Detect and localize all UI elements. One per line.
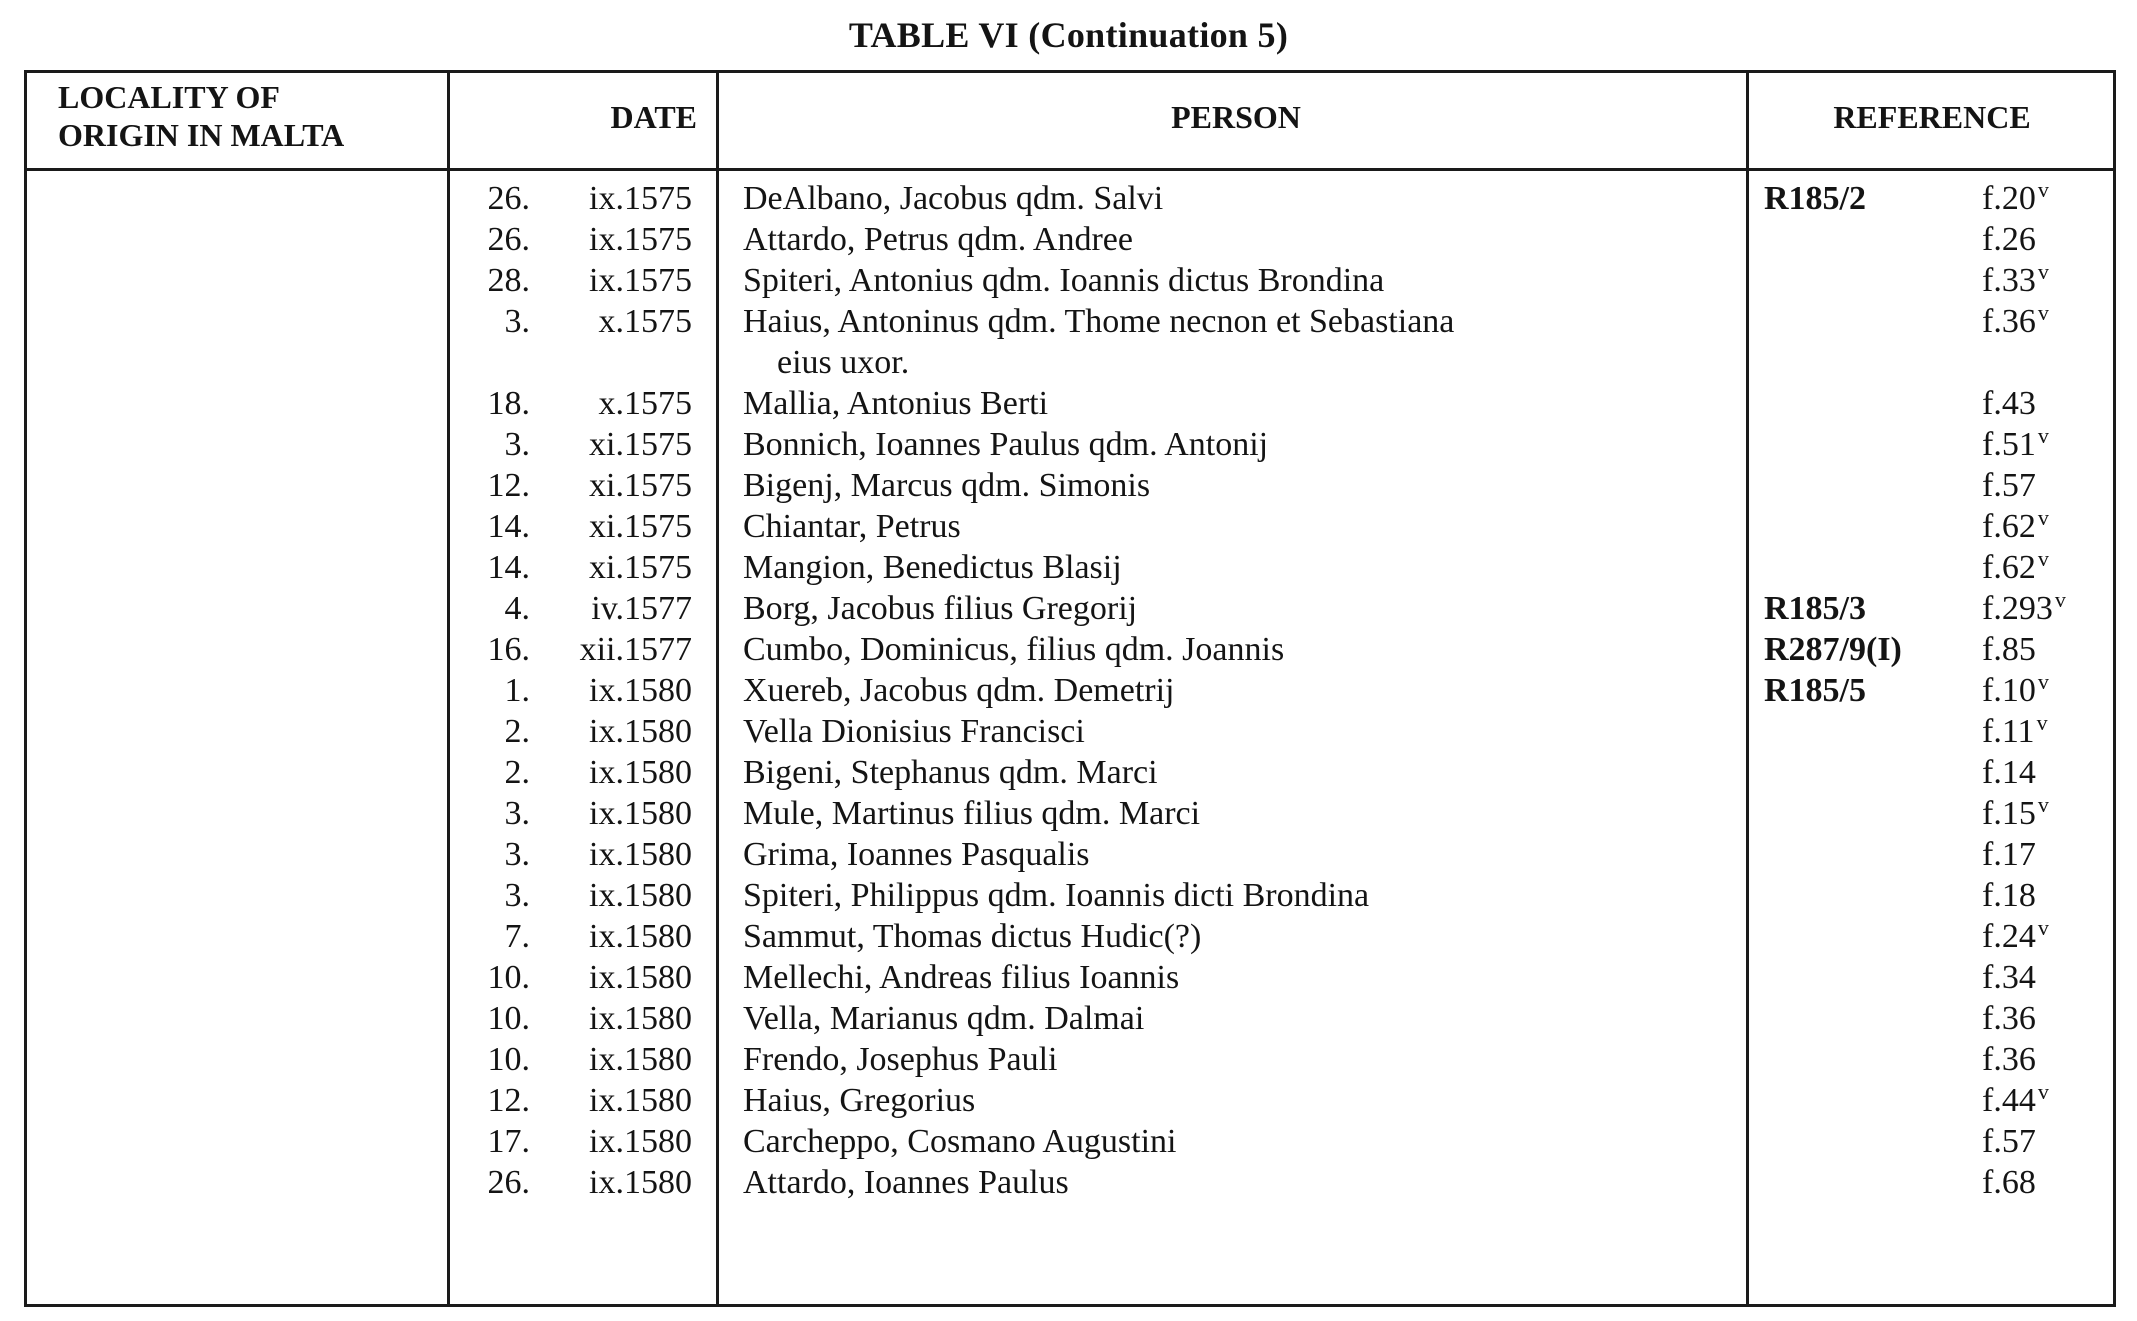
reference-folio-cell: [1982, 465, 2036, 506]
person-cell: [743, 793, 1743, 834]
verso-mark: v: [2037, 259, 2049, 284]
verso-mark: v: [2037, 300, 2049, 325]
reference-register: R185/3: [1764, 590, 1866, 627]
reference-folio-cell: [1982, 957, 2036, 998]
person-name: Bigenj, Marcus qdm. Simonis: [743, 467, 1151, 504]
table-row: [0, 957, 2137, 998]
reference-folio: f.11: [1982, 713, 2035, 750]
date-day: 26.: [487, 221, 530, 258]
date-day: 2.: [504, 713, 530, 750]
reference-folio: f.43: [1982, 385, 2036, 422]
person-name: Carcheppo, Cosmano Augustini: [743, 1123, 1177, 1160]
table-row: [0, 465, 2137, 506]
date-month-year: ix.1580: [589, 1123, 692, 1160]
person-name-continuation: eius uxor.: [777, 344, 910, 381]
table-row: [0, 1039, 2137, 1080]
date-day: 17.: [487, 1123, 530, 1160]
reference-folio: f.34: [1982, 959, 2036, 996]
person-name: Mangion, Benedictus Blasij: [743, 549, 1122, 586]
table-row: [0, 629, 2137, 670]
table-row: [0, 588, 2137, 629]
person-cell: [743, 957, 1743, 998]
reference-folio-cell: [1982, 506, 2049, 547]
date-day: 14.: [487, 508, 530, 545]
date-day: 10.: [487, 1041, 530, 1078]
reference-folio: f.51: [1982, 426, 2036, 463]
table-row: [0, 670, 2137, 711]
person-name: Borg, Jacobus filius Gregorij: [743, 590, 1138, 627]
date-month-year: x.1575: [598, 385, 692, 422]
person-cell: [743, 506, 1743, 547]
date-day: 18.: [487, 385, 530, 422]
reference-folio: f.85: [1982, 631, 2036, 668]
table-row: [0, 219, 2137, 260]
header-locality: [58, 78, 344, 154]
reference-folio-cell: [1982, 588, 2066, 629]
table-row: [0, 383, 2137, 424]
reference-register: R185/5: [1764, 672, 1866, 709]
reference-folio: f.15: [1982, 795, 2036, 832]
table-body: [0, 178, 2137, 1203]
person-cell: [743, 1080, 1743, 1121]
person-name: Attardo, Petrus qdm. Andree: [743, 221, 1133, 258]
person-cell: [743, 1121, 1743, 1162]
person-cell: [743, 547, 1743, 588]
verso-mark: v: [2036, 710, 2048, 735]
reference-folio-cell: [1982, 1162, 2036, 1203]
reference-folio-cell: [1982, 178, 2049, 219]
reference-folio-cell: [1982, 670, 2049, 711]
reference-folio-cell: [1982, 916, 2049, 957]
reference-folio-cell: [1982, 260, 2049, 301]
reference-folio: f.57: [1982, 1123, 2036, 1160]
person-cell: [743, 629, 1743, 670]
reference-folio: f.17: [1982, 836, 2036, 873]
person-cell: [743, 711, 1743, 752]
reference-folio: f.18: [1982, 877, 2036, 914]
reference-folio-cell: [1982, 834, 2036, 875]
date-month-year: ix.1580: [589, 672, 692, 709]
date-month-year: ix.1580: [589, 1041, 692, 1078]
person-name: Frendo, Josephus Pauli: [743, 1041, 1058, 1078]
reference-folio-cell: [1982, 547, 2049, 588]
date-day: 12.: [487, 467, 530, 504]
table-row: [0, 793, 2137, 834]
verso-mark: v: [2037, 505, 2049, 530]
verso-mark: v: [2037, 1079, 2049, 1104]
date-month-year: ix.1580: [589, 836, 692, 873]
person-cell: [743, 178, 1743, 219]
date-day: 28.: [487, 262, 530, 299]
date-day: 4.: [504, 590, 530, 627]
person-name: Sammut, Thomas dictus Hudic(?): [743, 918, 1202, 955]
table-row: [0, 1121, 2137, 1162]
date-day: 14.: [487, 549, 530, 586]
table-row: [0, 752, 2137, 793]
reference-folio-cell: [1982, 629, 2036, 670]
reference-register: R287/9(I): [1764, 631, 1902, 668]
person-name: Vella, Marianus qdm. Dalmai: [743, 1000, 1145, 1037]
table-row: [0, 301, 2137, 383]
reference-folio-cell: [1982, 1080, 2049, 1121]
reference-register: R185/2: [1764, 180, 1866, 217]
table-row: [0, 178, 2137, 219]
header-person: PERSON: [1171, 99, 1301, 135]
reference-folio-cell: [1982, 219, 2036, 260]
reference-folio-cell: [1982, 711, 2048, 752]
date-month-year: ix.1580: [589, 959, 692, 996]
person-name: DeAlbano, Jacobus qdm. Salvi: [743, 180, 1164, 217]
reference-folio-cell: [1982, 383, 2036, 424]
header-reference: REFERENCE: [1833, 99, 2031, 135]
date-day: 3.: [504, 426, 530, 463]
person-name: Spiteri, Antonius qdm. Ioannis dictus Brondina: [743, 262, 1385, 299]
date-month-year: ix.1580: [589, 1164, 692, 1201]
table-row: [0, 998, 2137, 1039]
table-row: [0, 834, 2137, 875]
person-name: Mellechi, Andreas filius Ioannis: [743, 959, 1180, 996]
date-month-year: ix.1575: [589, 180, 692, 217]
verso-mark: v: [2037, 423, 2049, 448]
table-row: [0, 875, 2137, 916]
reference-folio: f.36: [1982, 1000, 2036, 1037]
table-row: [0, 1080, 2137, 1121]
person-cell: [743, 875, 1743, 916]
verso-mark: v: [2037, 915, 2049, 940]
date-month-year: ix.1580: [589, 877, 692, 914]
date-day: 3.: [504, 303, 530, 340]
person-name: Cumbo, Dominicus, filius qdm. Joannis: [743, 631, 1285, 668]
date-day: 3.: [504, 836, 530, 873]
reference-folio: f.20: [1982, 180, 2036, 217]
date-day: 10.: [487, 1000, 530, 1037]
date-day: 26.: [487, 1164, 530, 1201]
date-month-year: ix.1580: [589, 754, 692, 791]
reference-folio-cell: [1982, 752, 2036, 793]
person-name: Grima, Ioannes Pasqualis: [743, 836, 1090, 873]
person-name: Bigeni, Stephanus qdm. Marci: [743, 754, 1158, 791]
person-name: Xuereb, Jacobus qdm. Demetrij: [743, 672, 1175, 709]
date-month-year: xi.1575: [589, 549, 692, 586]
date-month-year: ix.1575: [589, 221, 692, 258]
date-month-year: x.1575: [598, 303, 692, 340]
date-day: 10.: [487, 959, 530, 996]
person-name: Mallia, Antonius Berti: [743, 385, 1049, 422]
person-cell: [743, 998, 1743, 1039]
person-cell: [743, 752, 1743, 793]
date-day: 1.: [504, 672, 530, 709]
date-month-year: ix.1580: [589, 795, 692, 832]
table-row: [0, 1162, 2137, 1203]
table-row: [0, 506, 2137, 547]
reference-folio: f.24: [1982, 918, 2036, 955]
date-month-year: xii.1577: [579, 631, 692, 668]
verso-mark: v: [2054, 587, 2066, 612]
person-cell: [743, 301, 1743, 383]
reference-folio-cell: [1982, 793, 2049, 834]
reference-folio: f.36: [1982, 1041, 2036, 1078]
header-locality-line2: ORIGIN IN MALTA: [58, 117, 345, 153]
person-cell: [743, 834, 1743, 875]
reference-folio: f.293: [1982, 590, 2053, 627]
table-row: [0, 260, 2137, 301]
table-row: [0, 711, 2137, 752]
date-month-year: xi.1575: [589, 426, 692, 463]
reference-folio: f.26: [1982, 221, 2036, 258]
person-name: Haius, Antoninus qdm. Thome necnon et Sebastiana: [743, 303, 1455, 340]
reference-folio-cell: [1982, 301, 2049, 342]
verso-mark: v: [2037, 177, 2049, 202]
date-month-year: ix.1575: [589, 262, 692, 299]
person-name: Vella Dionisius Francisci: [743, 713, 1085, 750]
person-name: Chiantar, Petrus: [743, 508, 961, 545]
person-cell: [743, 424, 1743, 465]
date-month-year: ix.1580: [589, 918, 692, 955]
date-day: 2.: [504, 754, 530, 791]
reference-folio: f.62: [1982, 549, 2036, 586]
verso-mark: v: [2037, 792, 2049, 817]
reference-folio: f.33: [1982, 262, 2036, 299]
date-day: 26.: [487, 180, 530, 217]
reference-folio-cell: [1982, 1121, 2036, 1162]
date-day: 7.: [504, 918, 530, 955]
reference-folio: f.68: [1982, 1164, 2036, 1201]
header-date: DATE: [610, 99, 697, 135]
table-row: [0, 424, 2137, 465]
table-row: [0, 916, 2137, 957]
person-cell: [743, 260, 1743, 301]
reference-folio-cell: [1982, 998, 2036, 1039]
reference-folio: f.62: [1982, 508, 2036, 545]
date-month-year: xi.1575: [589, 467, 692, 504]
reference-folio-cell: [1982, 424, 2049, 465]
person-cell: [743, 219, 1743, 260]
date-month-year: xi.1575: [589, 508, 692, 545]
person-name: Haius, Gregorius: [743, 1082, 976, 1119]
person-cell: [743, 670, 1743, 711]
person-name: Spiteri, Philippus qdm. Ioannis dicti Brondina: [743, 877, 1370, 914]
date-month-year: ix.1580: [589, 1000, 692, 1037]
date-day: 12.: [487, 1082, 530, 1119]
person-name: Bonnich, Ioannes Paulus qdm. Antonij: [743, 426, 1269, 463]
reference-folio: f.36: [1982, 303, 2036, 340]
person-cell: [743, 383, 1743, 424]
reference-folio: f.14: [1982, 754, 2036, 791]
date-day: 16.: [487, 631, 530, 668]
reference-folio-cell: [1982, 875, 2036, 916]
person-cell: [743, 465, 1743, 506]
person-cell: [743, 1039, 1743, 1080]
header-locality-line1: LOCALITY OF: [58, 79, 280, 115]
header-divider: [24, 168, 2116, 171]
person-cell: [743, 916, 1743, 957]
person-cell: [743, 588, 1743, 629]
date-month-year: iv.1577: [591, 590, 692, 627]
date-day: 3.: [504, 795, 530, 832]
date-month-year: ix.1580: [589, 1082, 692, 1119]
table-title: TABLE VI (Continuation 5): [848, 15, 1289, 55]
reference-folio: f.10: [1982, 672, 2036, 709]
reference-folio-cell: [1982, 1039, 2036, 1080]
verso-mark: v: [2037, 546, 2049, 571]
table-row: [0, 547, 2137, 588]
reference-folio: f.57: [1982, 467, 2036, 504]
person-name: Attardo, Ioannes Paulus: [743, 1164, 1069, 1201]
person-name: Mule, Martinus filius qdm. Marci: [743, 795, 1201, 832]
date-day: 3.: [504, 877, 530, 914]
person-cell: [743, 1162, 1743, 1203]
reference-folio: f.44: [1982, 1082, 2036, 1119]
verso-mark: v: [2037, 669, 2049, 694]
date-month-year: ix.1580: [589, 713, 692, 750]
